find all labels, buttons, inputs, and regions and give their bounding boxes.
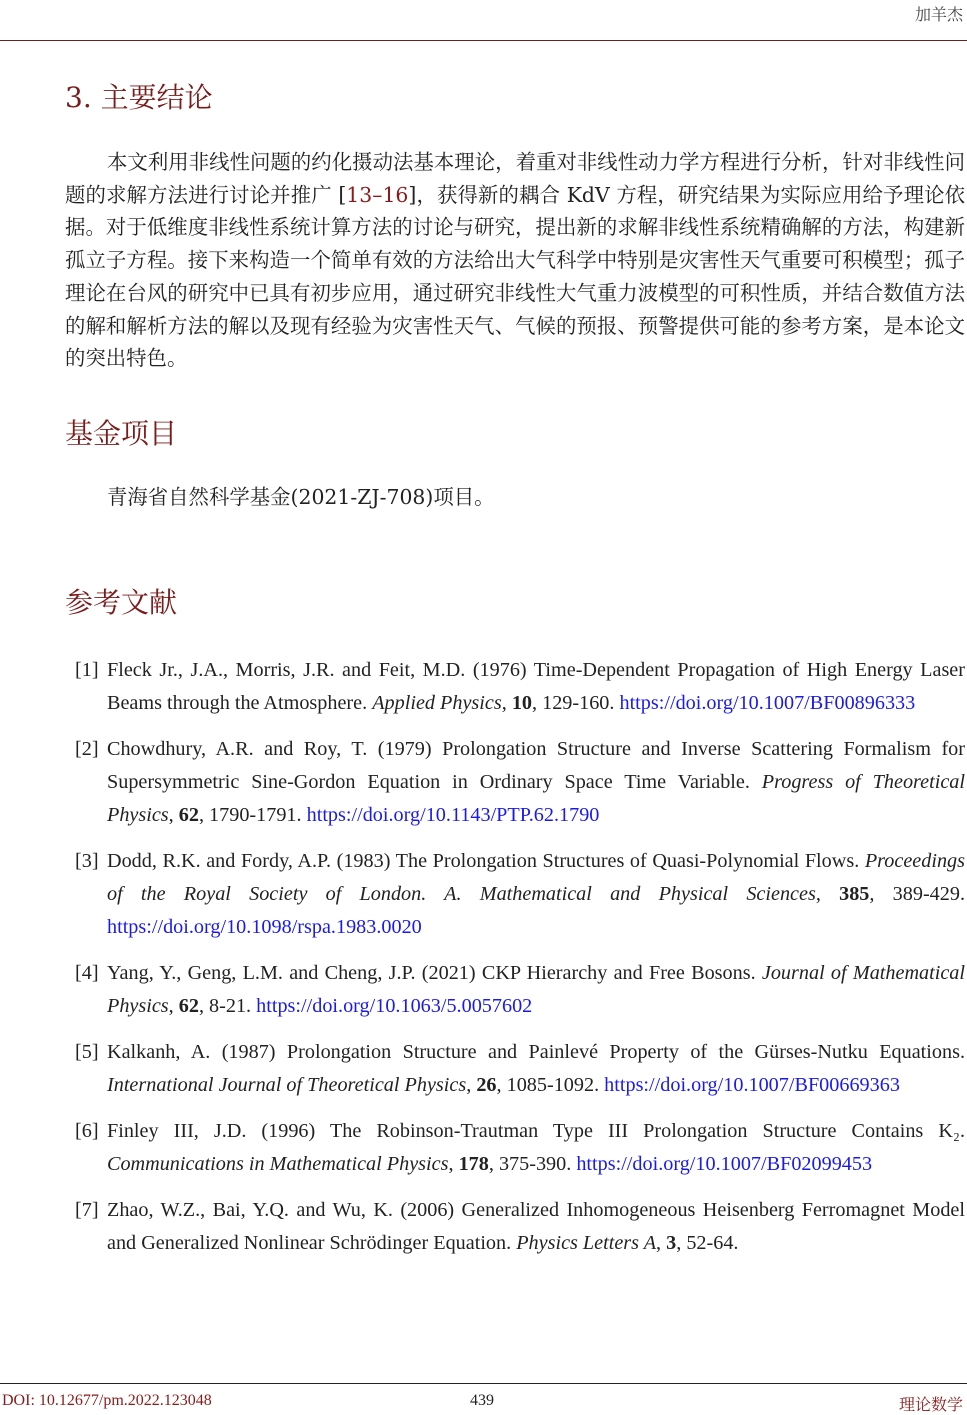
doi-link[interactable]: https://doi.org/10.1098/rspa.1983.0020 [107,916,422,938]
reference-text: Yang, Y., Geng, L.M. and Cheng, J.P. (2021) CKP Hierarchy and Free Bosons. [107,962,762,984]
volume: 385 [839,883,870,905]
journal-name: Communications in Mathematical Physics [107,1153,449,1175]
reference-text: , [815,883,840,905]
reference-item [65,733,965,832]
section-heading-references: 参考文献 [65,586,178,619]
reference-text: Dodd, R.K. and Fordy, A.P. (1983) The Prolongation Structures of Quasi-Polynomial Flows. [107,850,865,872]
reference-text: , 1790-1791. [198,804,307,826]
doi-link[interactable]: https://doi.org/10.1143/PTP.62.1790 [306,804,600,826]
doi-link[interactable]: https://doi.org/10.1007/BF02099453 [576,1153,873,1175]
doi-link[interactable]: https://doi.org/10.1007/BF00669363 [604,1074,900,1096]
reference-text: , 1085-1092. [496,1074,605,1096]
volume: 62 [178,804,199,826]
page-number: 439 [470,1392,494,1409]
footer-journal[interactable]: 理论数学 [898,1397,963,1414]
reference-text: , 52-64. [676,1232,739,1254]
reference-text: , 8-21. [198,995,257,1017]
reference-text: , [448,1153,459,1175]
doi-link[interactable]: https://doi.org/10.1007/BF00896333 [619,692,916,714]
doi-link[interactable]: https://doi.org/10.1063/5.0057602 [256,995,533,1017]
footer-doi[interactable]: DOI: 10.12677/pm.2022.123048 [2,1392,212,1409]
reference-number: [1] [75,659,99,681]
reference-text: , 129-160. [532,692,620,714]
reference-text: , [656,1232,667,1254]
reference-item [65,1036,965,1102]
reference-item [65,957,965,1023]
section-heading-funding: 基金项目 [65,417,178,450]
volume: 3 [666,1232,677,1254]
reference-text: , 389-429. [869,883,965,905]
reference-text: , [168,995,179,1017]
citation-link[interactable]: 13–16 [346,182,409,207]
paragraph-text: 本文利用非线性问题的约化摄动法基本理论，着重对非线性动力学方程进行分析，针对非线性问题的求解方法进行讨论并推广 [ [65,150,965,207]
journal-name: International Journal of Theoretical Physics [107,1074,467,1096]
journal-name: Proceedings of the Royal Society of London. A. Mathematical and Physical Sciences [107,850,965,905]
reference-text: Zhao, W.Z., Bai, Y.Q. and Wu, K. (2006) Generalized Inhomogeneous Heisenberg Ferromagnet Model and Generalized Nonlinear Schrödinger Equation. [107,1199,965,1254]
reference-text: , 375-390. [488,1153,577,1175]
reference-text: Fleck Jr., J.A., Morris, J.R. and Feit, M.D. (1976) Time-Dependent Propagation of High Energy Laser Beams through the Atmosphere. [107,659,965,714]
reference-item [65,1115,965,1181]
volume: 26 [476,1074,497,1096]
reference-text: Chowdhury, A.R. and Roy, T. (1979) Prolongation Structure and Inverse Scattering Formalism for Supersymmetric Sine-Gordon Equation in Ordinary Space Time Variable. [107,738,965,793]
reference-text: Finley III, J.D. (1996) The Robinson-Trautman Type III Prolongation Structure Contains K₂. [107,1120,965,1142]
reference-number: [7] [75,1199,99,1221]
reference-number: [6] [75,1120,99,1142]
volume: 62 [178,995,199,1017]
reference-item [65,845,965,944]
journal-name: Journal of Mathematical Physics [107,962,966,1017]
running-header-author: 加羊杰 [914,5,963,24]
journal-name: Applied Physics [372,692,502,714]
reference-number: [4] [75,962,99,984]
reference-text: , [466,1074,477,1096]
reference-item [65,654,965,720]
funding-text: 青海省自然科学基金(2021-ZJ-708)项目。 [107,485,495,509]
reference-text: , [168,804,179,826]
volume: 178 [458,1153,489,1175]
reference-number: [2] [75,738,99,760]
conclusions-paragraph [65,146,965,375]
reference-item [65,1194,965,1260]
section-heading-conclusions: 3. 主要结论 [65,81,213,114]
footer-rule [0,1383,967,1384]
journal-name: Physics Letters A [516,1232,657,1254]
reference-list [65,654,965,1273]
journal-name: Progress of Theoretical Physics [107,771,965,826]
reference-text: , [501,692,512,714]
header-rule [0,40,967,41]
reference-number: [3] [75,850,99,872]
volume: 10 [511,692,532,714]
reference-number: [5] [75,1041,99,1063]
reference-text: Kalkanh, A. (1987) Prolongation Structure and Painlevé Property of the Gürses-Nutku Equations. [107,1041,965,1063]
paragraph-text: ]，获得新的耦合 KdV 方程，研究结果为实际应用给予理论依据。对于低维度非线性系统计算方法的讨论与研究，提出新的求解非线性系统精确解的方法，构建新孤立子方程。接下来构造一个简单有效的方法给出大气科学中特别是灾害性天气重要可积模型；孤子理论在台风的研究中已具有初步应用，通过研究非线性大气重力波模型的可积性质，并结合数值方法的解和解析方法的解以及现有经验为灾害性天气、气候的预报、预警提供可能的参考方案，是本论文的突出特色。 [65,182,965,371]
